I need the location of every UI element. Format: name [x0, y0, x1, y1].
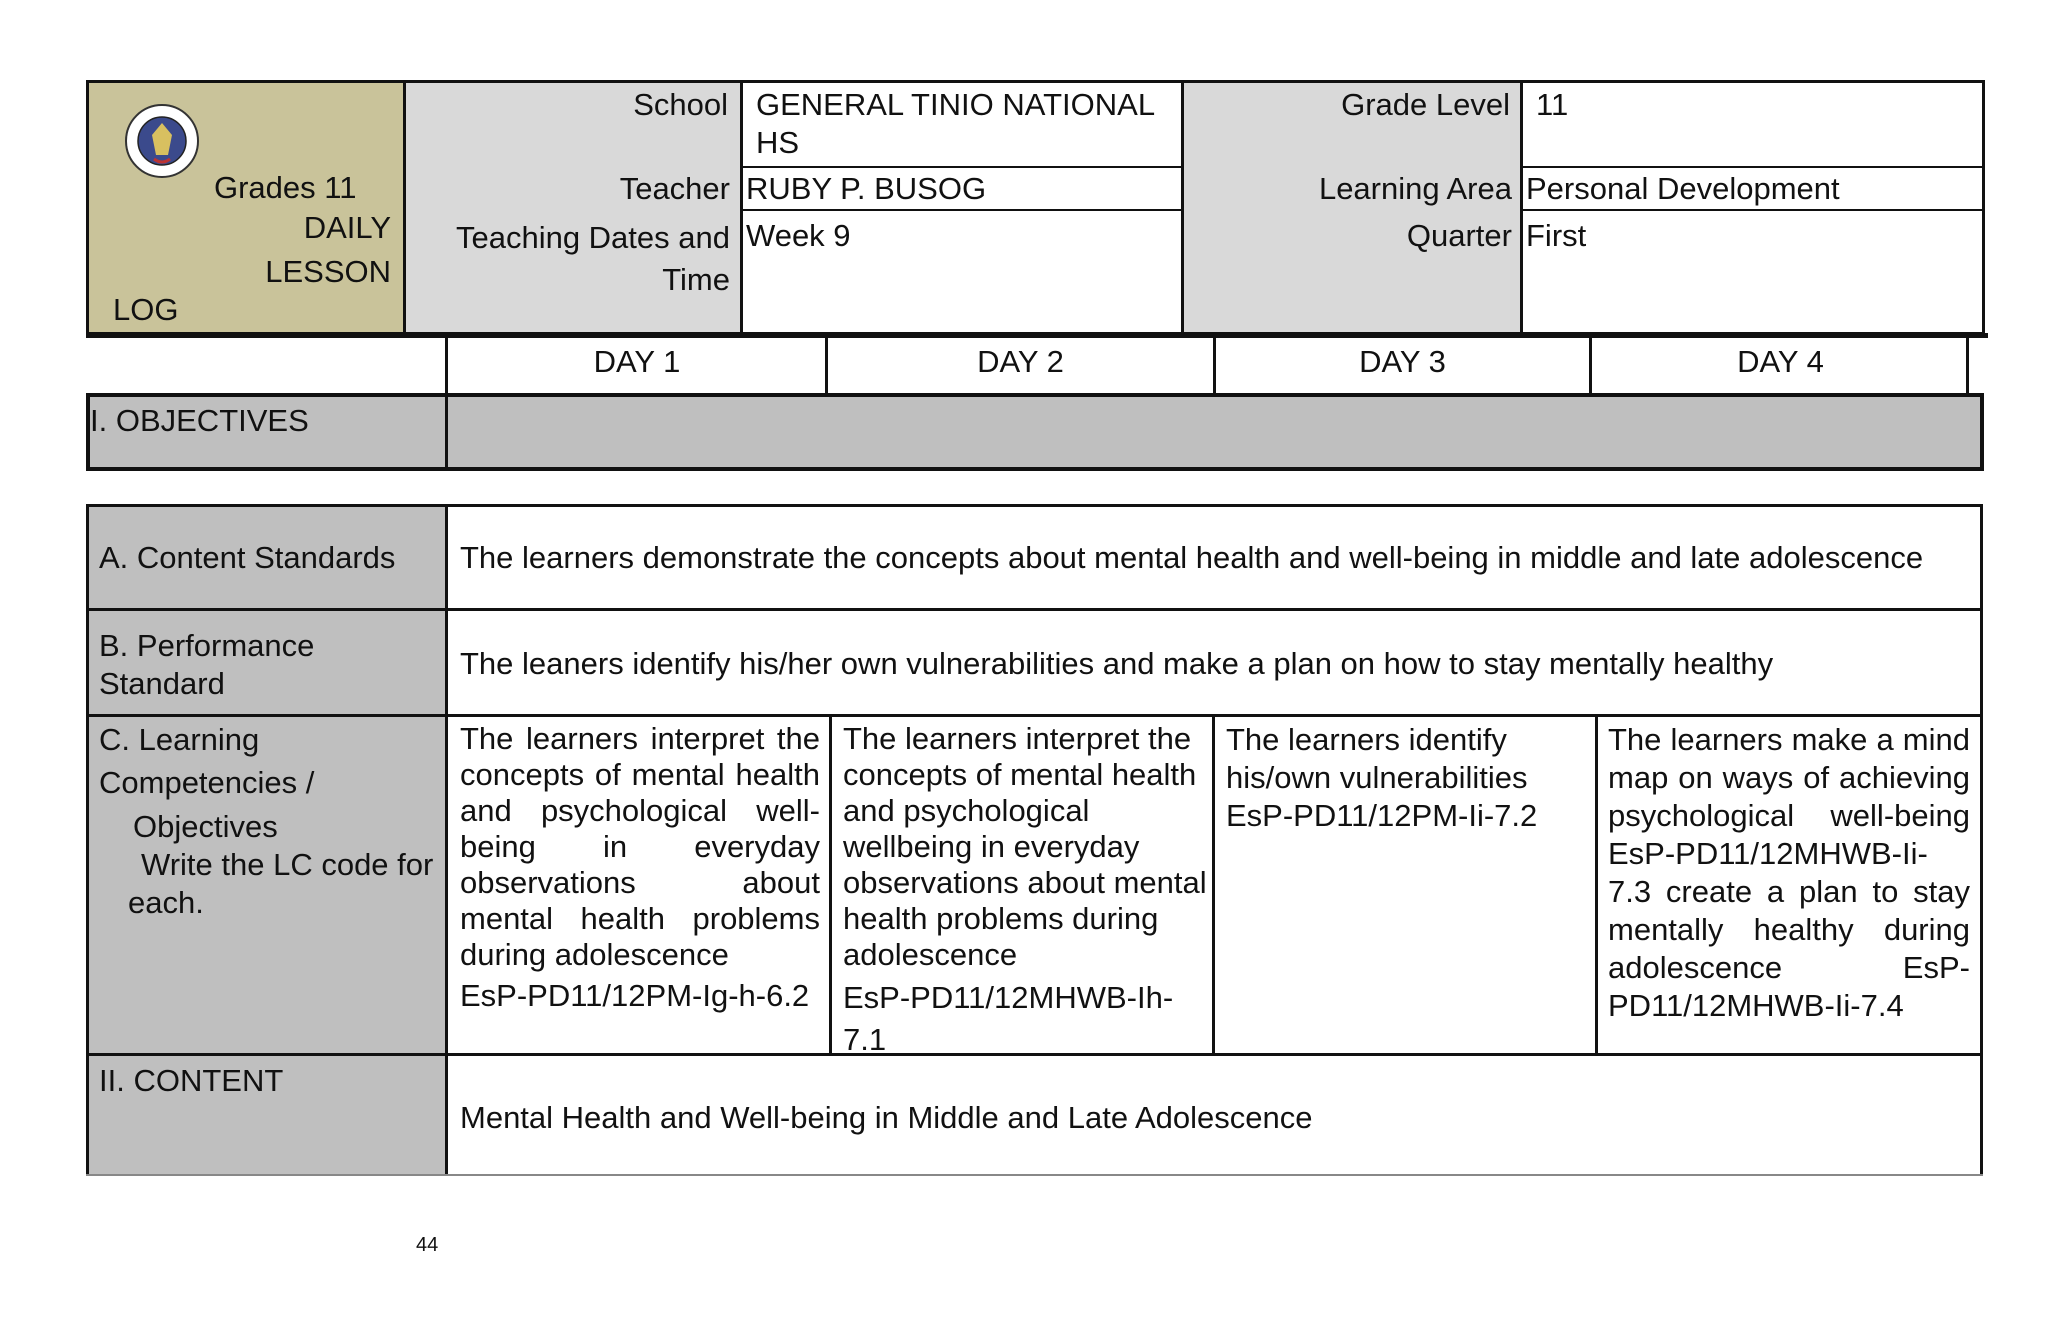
- content-value: Mental Health and Well-being in Middle and Late Adolescence: [460, 1100, 1313, 1135]
- competency-day1-code: EsP-PD11/12PM-Ig-h-6.2: [460, 978, 810, 1013]
- competencies-label-3: Objectives: [133, 809, 278, 844]
- label-column-divider: [445, 504, 448, 1175]
- performance-standard-value: The leaners identify his/her own vulnerabilities and make a plan on how to stay mentally healthy: [460, 646, 1774, 681]
- learning-area-value: Personal Development: [1526, 171, 1840, 206]
- grade-level-value: 11: [1536, 87, 1569, 122]
- col-divider: [829, 714, 832, 1056]
- competencies-label-2: Competencies /: [99, 765, 315, 800]
- title-line-1: Grades 11: [214, 170, 357, 205]
- school-value: GENERAL TINIO NATIONAL HS: [756, 87, 1154, 160]
- competencies-label-4: Write the LC code for: [141, 847, 434, 882]
- grade-level-label: Grade Level: [1341, 87, 1510, 122]
- page-number: 44: [416, 1234, 439, 1256]
- day-1-header: DAY 1: [593, 344, 681, 379]
- content-label: II. CONTENT: [99, 1063, 284, 1098]
- competencies-label-1: C. Learning: [99, 722, 260, 757]
- competency-day3-text: The learners identify his/own vulnerabilities: [1226, 722, 1528, 795]
- row-divider: [86, 608, 1983, 611]
- teaching-dates-value: Week 9: [746, 218, 851, 253]
- day-3-header: DAY 3: [1359, 344, 1446, 379]
- competency-day1-text: The learners interpret the concepts of mental health and psychological well-being in everyday observations about mental health problems during adolescence: [460, 721, 820, 972]
- quarter-value: First: [1526, 218, 1587, 253]
- row-divider: [86, 714, 1983, 717]
- competency-day4-text: The learners make a mind map on ways of achieving psychological well-being EsP-PD11/12MHWB-Ii-7.3 create a plan to stay mentally healthy during adolescence EsP-PD11/12MHWB-Ii-7.4: [1608, 722, 1970, 1023]
- competency-day3-code: EsP-PD11/12PM-Ii-7.2: [1226, 798, 1538, 833]
- row-divider: [1520, 166, 1985, 168]
- deped-seal-icon: [124, 103, 200, 179]
- competency-day2-text: The learners interpret the concepts of mental health and psychological wellbeing in everyday observations about mental health problems during adolescence: [843, 721, 1207, 972]
- objectives-divider: [445, 393, 448, 471]
- title-line-3: LESSON: [265, 254, 391, 289]
- day-4-header: DAY 4: [1737, 344, 1824, 379]
- col-divider: [1595, 714, 1598, 1056]
- title-line-2: DAILY: [303, 210, 391, 245]
- objectives-row: [86, 393, 1984, 471]
- teacher-value: RUBY P. BUSOG: [746, 171, 987, 206]
- content-standards-label: A. Content Standards: [99, 540, 396, 575]
- performance-standard-label: B. Performance Standard: [99, 628, 315, 701]
- competency-day2-code: EsP-PD11/12MHWB-Ih-7.1: [843, 980, 1174, 1057]
- title-line-4: LOG: [113, 292, 179, 327]
- col-divider: [1212, 714, 1215, 1056]
- learning-area-label: Learning Area: [1318, 171, 1512, 206]
- competencies-label-5: each.: [128, 885, 204, 920]
- school-label: School: [633, 87, 728, 122]
- objectives-label: I. OBJECTIVES: [90, 403, 309, 438]
- quarter-label: Quarter: [1406, 218, 1512, 253]
- row-divider: [740, 166, 1184, 168]
- row-divider: [1520, 209, 1985, 211]
- title-cell: [86, 80, 406, 335]
- teacher-label: Teacher: [619, 171, 730, 206]
- main-table-bottom: [86, 1174, 1983, 1176]
- content-standards-value: The learners demonstrate the concepts about mental health and well-being in middle and late adolescence: [460, 540, 1924, 575]
- teaching-dates-label: Teaching Dates and Time: [455, 220, 730, 297]
- row-divider: [740, 209, 1184, 211]
- day-2-header: DAY 2: [977, 344, 1064, 379]
